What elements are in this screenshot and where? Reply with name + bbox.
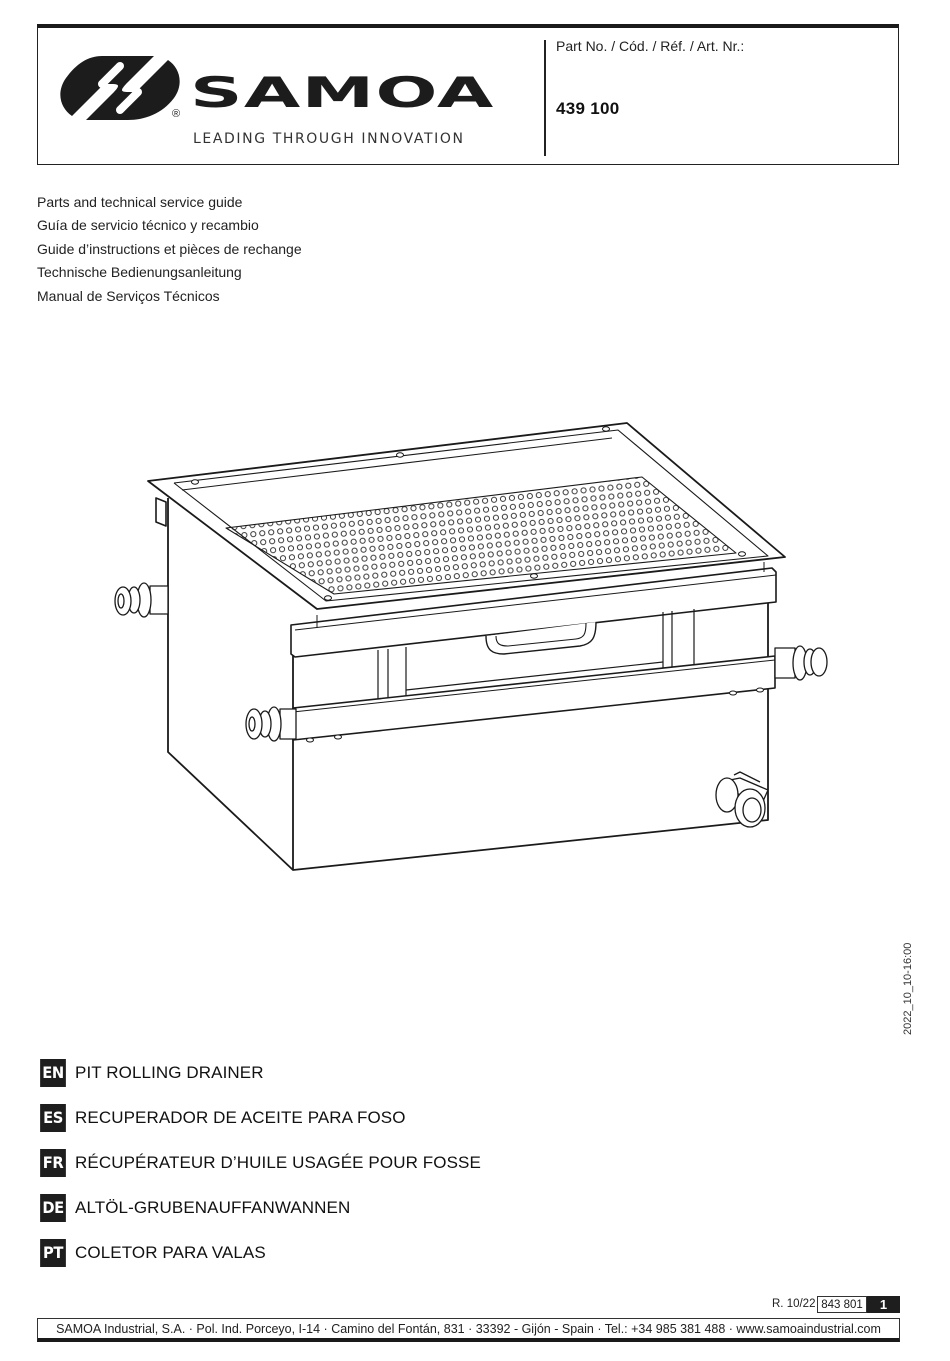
product-title-fr: RÉCUPÉRATEUR D’HUILE USAGÉE POUR FOSSE: [75, 1152, 481, 1172]
guide-title-fr: Guide d’instructions et pièces de rechange: [37, 240, 302, 257]
company-address: SAMOA Industrial, S.A. · Pol. Ind. Porceyo, I-14 · Camino del Fontán, 831 · 33392 - Gijón - Spain · Tel.: +34 985 381 488 · www.samoaindustrial.com: [56, 1321, 881, 1336]
language-badge-en: EN: [40, 1059, 66, 1087]
product-name-es: [39, 1095, 481, 1140]
product-title-pt: COLETOR PARA VALAS: [75, 1242, 266, 1262]
guide-title-en: Parts and technical service guide: [37, 194, 243, 210]
pit-rolling-drainer-illustration: [100, 410, 840, 890]
part-number-label: Part No. / Cód. / Réf. / Art. Nr.:: [556, 38, 745, 54]
guide-titles: [37, 191, 302, 308]
page-number: 1: [867, 1296, 900, 1313]
language-badge-fr: FR: [40, 1149, 66, 1177]
language-badge-de: DE: [40, 1194, 66, 1222]
registered-mark: ®: [172, 108, 181, 120]
product-name-fr: [39, 1140, 481, 1185]
date-stamp: 2022_10_10-16:00: [902, 942, 914, 1035]
guide-title-pt: Manual de Serviços Técnicos: [37, 287, 220, 304]
product-title-en: PIT ROLLING DRAINER: [75, 1062, 264, 1082]
language-badge-es: ES: [40, 1104, 66, 1132]
part-number-value: 439 100: [556, 99, 620, 118]
brand-tagline: LEADING THROUGH INNOVATION: [193, 131, 465, 147]
document-number: 843 801: [817, 1296, 867, 1313]
product-title-de: ALTÖL-GRUBENAUFFANWANNEN: [75, 1197, 351, 1217]
guide-title-de: Technische Bedienungsanleitung: [37, 264, 242, 281]
product-name-de: [39, 1185, 481, 1230]
product-title-es: RECUPERADOR DE ACEITE PARA FOSO: [75, 1107, 406, 1127]
product-name-list: [39, 1050, 481, 1275]
language-badge-pt: PT: [40, 1239, 66, 1267]
brand-wordmark: SAMOA: [190, 68, 495, 118]
product-name-en: [39, 1050, 481, 1095]
revision-label: R. 10/22: [772, 1298, 816, 1310]
guide-title-es: Guía de servicio técnico y recambio: [37, 217, 259, 234]
product-name-pt: [39, 1230, 481, 1275]
header-divider: [544, 40, 546, 156]
company-address-bar: [37, 1318, 900, 1342]
samoa-s-logo-icon: [58, 54, 182, 122]
